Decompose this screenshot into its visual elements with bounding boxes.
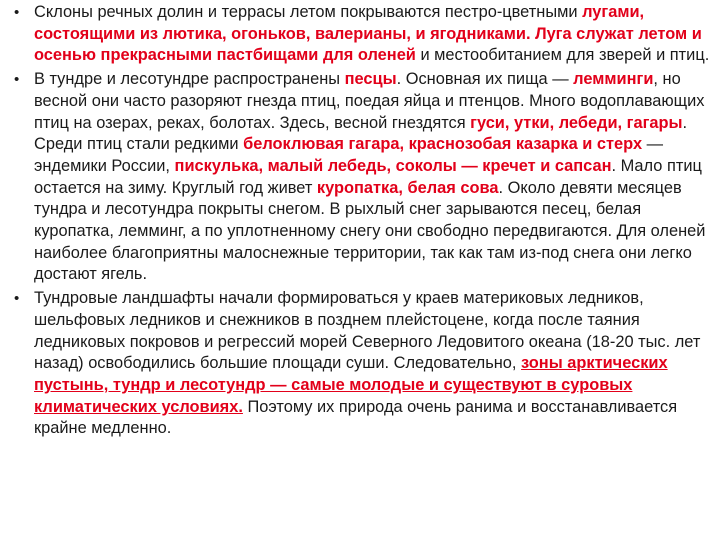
body-text: . Основная их пища — xyxy=(396,70,574,89)
highlighted-text: белоклювая гагара, краснозобая казарка и стерх xyxy=(243,135,643,154)
bullet-item xyxy=(14,288,716,440)
body-text: — эндемики России, xyxy=(34,135,664,175)
bullet-icon: • xyxy=(14,71,20,89)
highlighted-text: гуси, утки, лебеди, гагары xyxy=(470,113,683,132)
body-text: Тундровые ландшафты начали формироваться у краев материковых ледников, шельфовых ледников и снежников в позднем плейстоцене, когда после таяния ледниковых покровов и регрессий морей Северного Ледовитого океана (18-20 тыс. лет назад) освободились большие площади суши. Следовательно, xyxy=(34,289,701,373)
bullet-list xyxy=(14,2,716,442)
body-text: Поэтому их природа очень ранима и восстанавливается крайне медленно. xyxy=(34,397,678,438)
bullet-item xyxy=(14,2,716,67)
body-text: В тундре и лесотундре распространены xyxy=(34,70,345,89)
highlighted-text: лемминги xyxy=(573,70,654,89)
bullet-icon: • xyxy=(14,290,20,308)
body-text: и местообитанием для зверей и птиц. xyxy=(415,46,710,65)
highlighted-text: песцы xyxy=(344,70,397,89)
body-text: . Около девяти месяцев тундра и лесотундра покрыты снегом. В рыхлый снег зарываются песец, белая куропатка, лемминг, а по уплотненному снегу они свободно передвигаются. Для оленей наиболее благоприятны малоснежные территории, так как там из-под снега они легко достают ягель. xyxy=(34,178,706,284)
highlighted-text: куропатка, белая сова xyxy=(316,178,499,197)
body-text: Склоны речных долин и террасы летом покрываются пестро-цветными xyxy=(34,3,583,21)
bullet-item xyxy=(14,69,716,286)
highlighted-text: зоны арктических пустынь, тундр и лесотундр — самые молодые и существуют в суровых климатических условиях. xyxy=(34,354,668,416)
highlighted-text: лугами, состоящими из лютика, огоньков, валерианы, и ягодниками. Луга служат летом и осенью прекрасными пастбищами для оленей xyxy=(34,3,702,65)
highlighted-text: пискулька, малый лебедь, соколы — кречет и сапсан xyxy=(174,156,612,175)
body-text: . Среди птиц стали редкими xyxy=(34,113,688,154)
body-text: . Мало птиц остается на зиму. Круглый год живет xyxy=(34,156,702,197)
body-text: , но весной они часто разоряют гнезда птиц, поедая яйца и птенцов. Много водоплавающих птиц на озерах, реках, болотах. Здесь, весной гнездятся xyxy=(34,70,705,132)
bullet-icon: • xyxy=(14,4,20,21)
